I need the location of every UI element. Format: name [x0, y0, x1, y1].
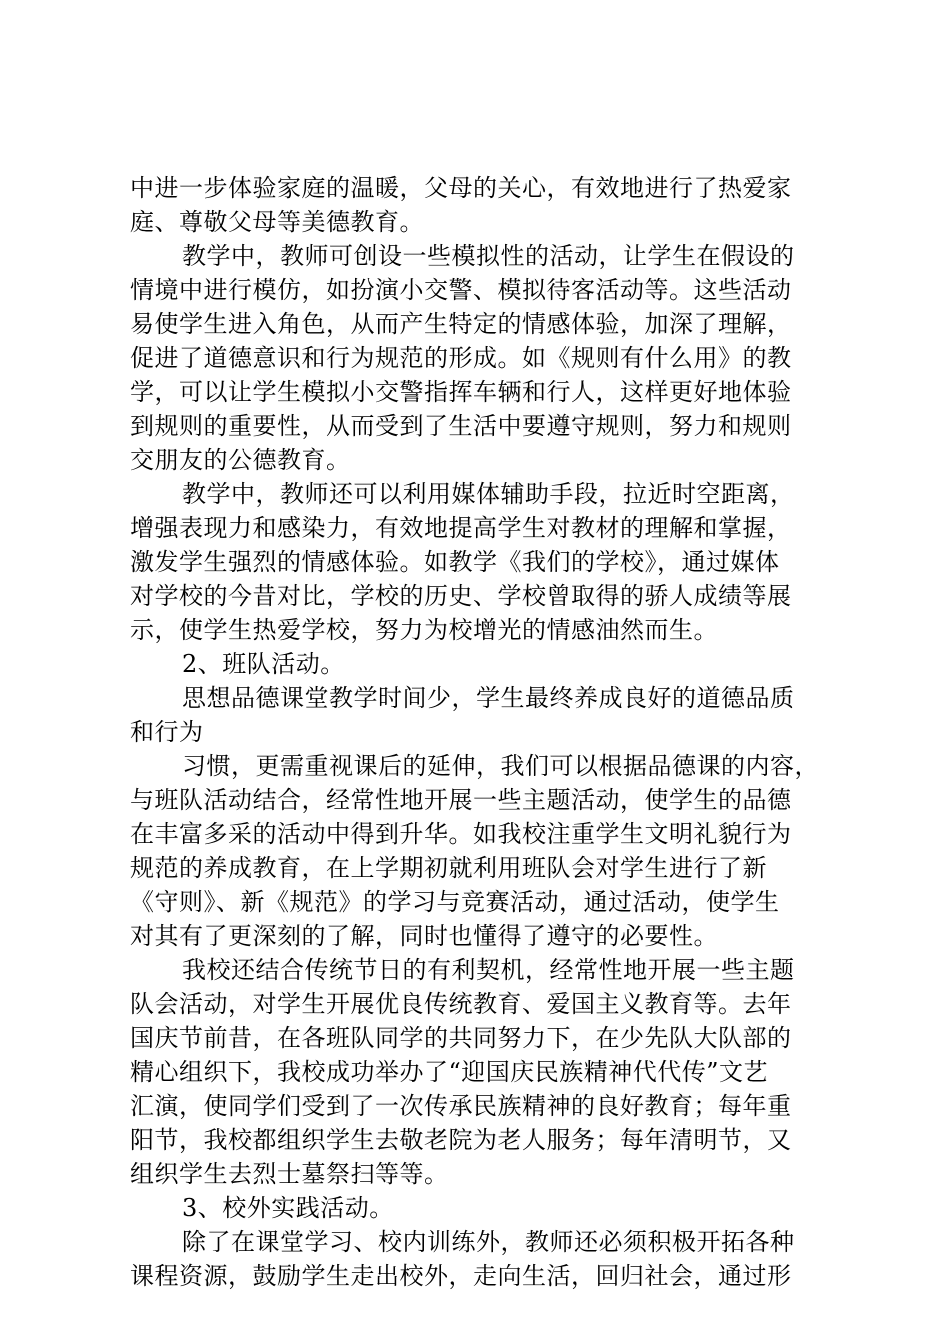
text-line: 和行为 [130, 718, 204, 746]
text-line: 除了在课堂学习、校内训练外，教师还必须积极开拓各种 [182, 1228, 795, 1256]
text-line: 庭、尊敬父母等美德教育。 [130, 208, 424, 236]
text-line: 示，使学生热爱学校，努力为校增光的情感油然而生。 [130, 616, 718, 644]
text-line: 组织学生去烈士墓祭扫等等。 [130, 1160, 449, 1188]
text-line: 学，可以让学生模拟小交警指挥车辆和行人，这样更好地体验 [130, 378, 792, 406]
text-line: 对其有了更深刻的了解，同时也懂得了遵守的必要性。 [130, 922, 718, 950]
text-line: 2、班队活动。 [182, 650, 345, 678]
text-line: 中进一步体验家庭的温暖，父母的关心，有效地进行了热爱家 [130, 174, 792, 202]
text-line: 在丰富多采的活动中得到升华。如我校注重学生文明礼貌行为 [130, 820, 792, 848]
text-line: 促进了道德意识和行为规范的形成。如《规则有什么用》的教 [130, 344, 792, 372]
text-line: 国庆节前昔，在各班队同学的共同努力下，在少先队大队部的 [130, 1024, 792, 1052]
text-line: 交朋友的公德教育。 [130, 446, 351, 474]
document-body [130, 171, 830, 1293]
text-line: 教学中，教师可创设一些模拟性的活动，让学生在假设的 [182, 242, 795, 270]
text-line: 与班队活动结合，经常性地开展一些主题活动，使学生的品德 [130, 786, 792, 814]
text-line: 思想品德课堂教学时间少，学生最终养成良好的道德品质 [182, 684, 795, 712]
text-line: 情境中进行模仿，如扮演小交警、模拟待客活动等。这些活动 [130, 276, 792, 304]
text-line: 《守则》、新《规范》的学习与竞赛活动，通过活动，使学生 [130, 888, 780, 916]
text-line: 习惯，更需重视课后的延伸，我们可以根据品德课的内容， [182, 752, 819, 780]
text-line: 精心组织下，我校成功举办了“迎国庆民族精神代代传”文艺 [130, 1058, 769, 1086]
text-line: 阳节，我校都组织学生去敬老院为老人服务；每年清明节，又 [130, 1126, 792, 1154]
text-line: 到规则的重要性，从而受到了生活中要遵守规则，努力和规则 [130, 412, 792, 440]
text-line: 规范的养成教育，在上学期初就利用班队会对学生进行了新 [130, 854, 767, 882]
text-line: 增强表现力和感染力，有效地提高学生对教材的理解和掌握， [130, 514, 792, 542]
text-line: 对学校的今昔对比，学校的历史、学校曾取得的骄人成绩等展 [130, 582, 792, 610]
text-line: 激发学生强烈的情感体验。如教学《我们的学校》，通过媒体 [130, 548, 780, 576]
text-line: 教学中，教师还可以利用媒体辅助手段，拉近时空距离， [182, 480, 795, 508]
text-line: 课程资源，鼓励学生走出校外，走向生活，回归社会，通过形 [130, 1262, 792, 1290]
text-line: 易使学生进入角色，从而产生特定的情感体验，加深了理解， [130, 310, 792, 338]
text-line: 队会活动，对学生开展优良传统教育、爱国主义教育等。去年 [130, 990, 792, 1018]
text-line: 汇演，使同学们受到了一次传承民族精神的良好教育；每年重 [130, 1092, 792, 1120]
text-line: 3、校外实践活动。 [182, 1194, 394, 1222]
text-line: 我校还结合传统节日的有利契机，经常性地开展一些主题 [182, 956, 795, 984]
